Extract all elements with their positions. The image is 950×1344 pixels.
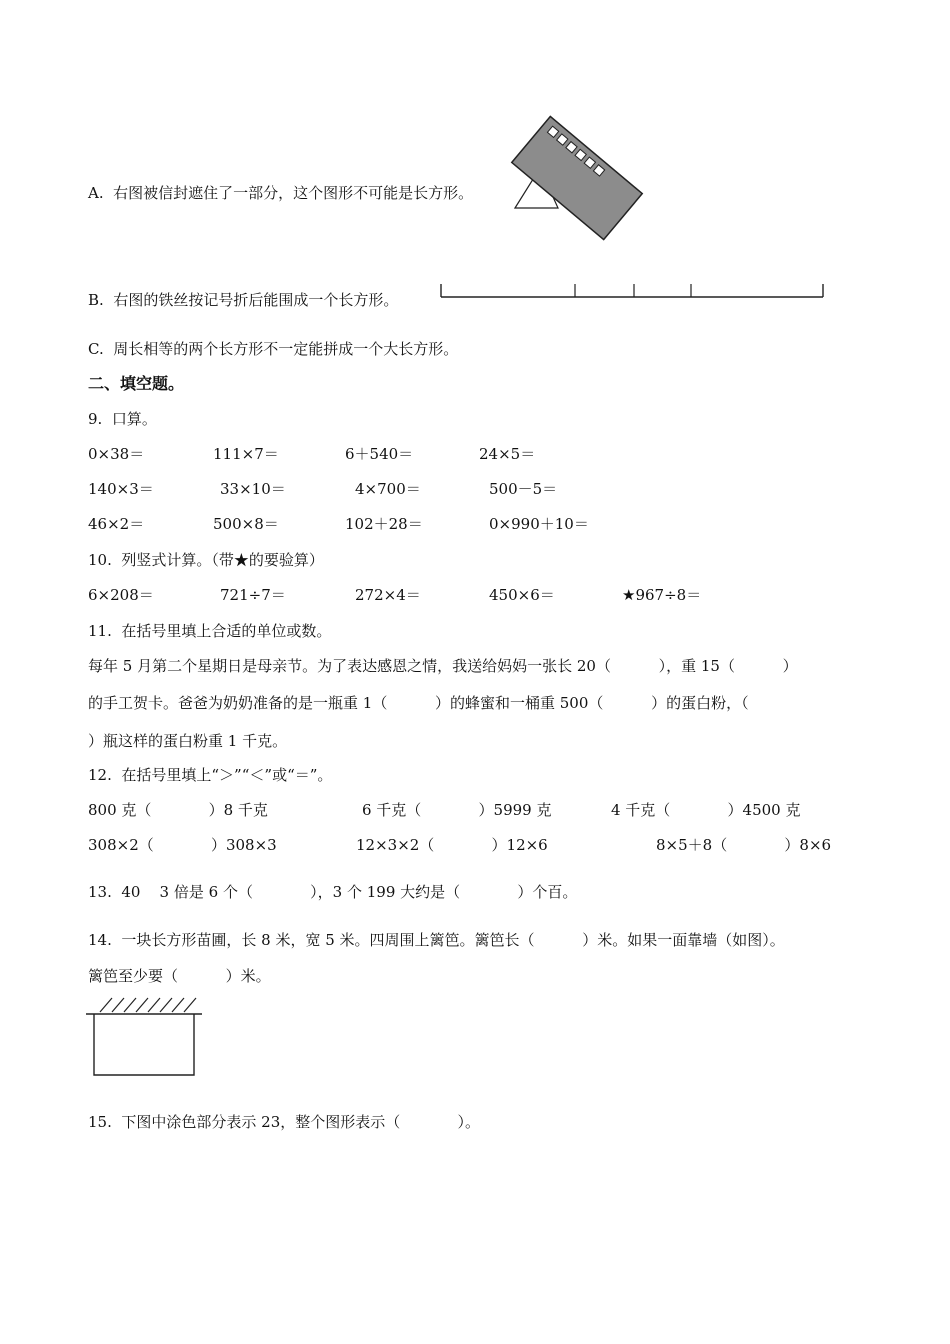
envelope-shape [512, 116, 642, 239]
q9-item: 6＋540＝ [345, 445, 414, 463]
q10-item: 6×208＝ [88, 586, 154, 604]
q12-item: 4 千克（ ）4500 克 [611, 801, 801, 819]
q10-item: 272×4＝ [355, 586, 421, 604]
q12-item: 308×2（ ）308×3 [88, 836, 277, 854]
q10-item: ★967÷8＝ [622, 586, 702, 604]
q11-line-1: 每年 5 月第二个星期日是母亲节。为了表达感恩之情，我送给妈妈一张长 20（ ），重 15（ ） [88, 657, 798, 675]
q12-item: 800 克（ ）8 千克 [88, 801, 268, 819]
q10-item: 721÷7＝ [220, 586, 286, 604]
q12-item: 12×3×2（ ）12×6 [356, 836, 548, 854]
q8-option-a: A. 右图被信封遮住了一部分，这个图形不可能是长方形。 [88, 184, 474, 202]
q9-item: 46×2＝ [88, 515, 145, 533]
q9-item: 0×990＋10＝ [489, 515, 589, 533]
q9-item: 500×8＝ [213, 515, 279, 533]
q12-title: 12. 在括号里填上“＞”“＜”或“＝”。 [88, 766, 333, 784]
q12-item: 6 千克（ ）5999 克 [362, 801, 552, 819]
q11-line-2: 的手工贺卡。爸爸为奶奶准备的是一瓶重 1（ ）的蜂蜜和一桶重 500（ ）的蛋白粉，（ [88, 694, 749, 712]
section-2-title: 二、填空题。 [88, 374, 185, 393]
garden-against-wall-figure [86, 996, 206, 1078]
q9-item: 24×5＝ [479, 445, 536, 463]
q11-line-3: ）瓶这样的蛋白粉重 1 千克。 [88, 732, 288, 750]
q9-item: 33×10＝ [220, 480, 286, 498]
q14-line-1: 14. 一块长方形苗圃，长 8 米，宽 5 米。四周围上篱笆。篱笆长（ ）米。如果一面靠墙（如图）。 [88, 931, 785, 949]
q9-item: 140×3＝ [88, 480, 154, 498]
q8-option-c: C. 周长相等的两个长方形不一定能拼成一个大长方形。 [88, 340, 459, 358]
q14-line-2: 篱笆至少要（ ）米。 [88, 967, 271, 985]
q9-title: 9. 口算。 [88, 410, 157, 428]
q10-title: 10. 列竖式计算。（带★的要验算） [88, 551, 324, 569]
q9-item: 4×700＝ [355, 480, 421, 498]
q13-text: 13. 40 3 倍是 6 个（ ），3 个 199 大约是（ ）个百。 [88, 883, 578, 901]
fence-outline [94, 1014, 194, 1075]
q12-item: 8×5＋8（ ）8×6 [656, 836, 832, 854]
q9-item: 102＋28＝ [345, 515, 423, 533]
q9-item: 500－5＝ [489, 480, 558, 498]
q9-item: 0×38＝ [88, 445, 145, 463]
wire-fold-figure [438, 280, 828, 304]
q15-text: 15. 下图中涂色部分表示 23，整个图形表示（ ）。 [88, 1113, 480, 1131]
q11-title: 11. 在括号里填上合适的单位或数。 [88, 622, 332, 640]
q10-item: 450×6＝ [489, 586, 555, 604]
q9-item: 111×7＝ [213, 445, 279, 463]
q8-option-b: B. 右图的铁丝按记号折后能围成一个长方形。 [88, 291, 399, 309]
envelope-rectangle-figure [510, 110, 650, 250]
